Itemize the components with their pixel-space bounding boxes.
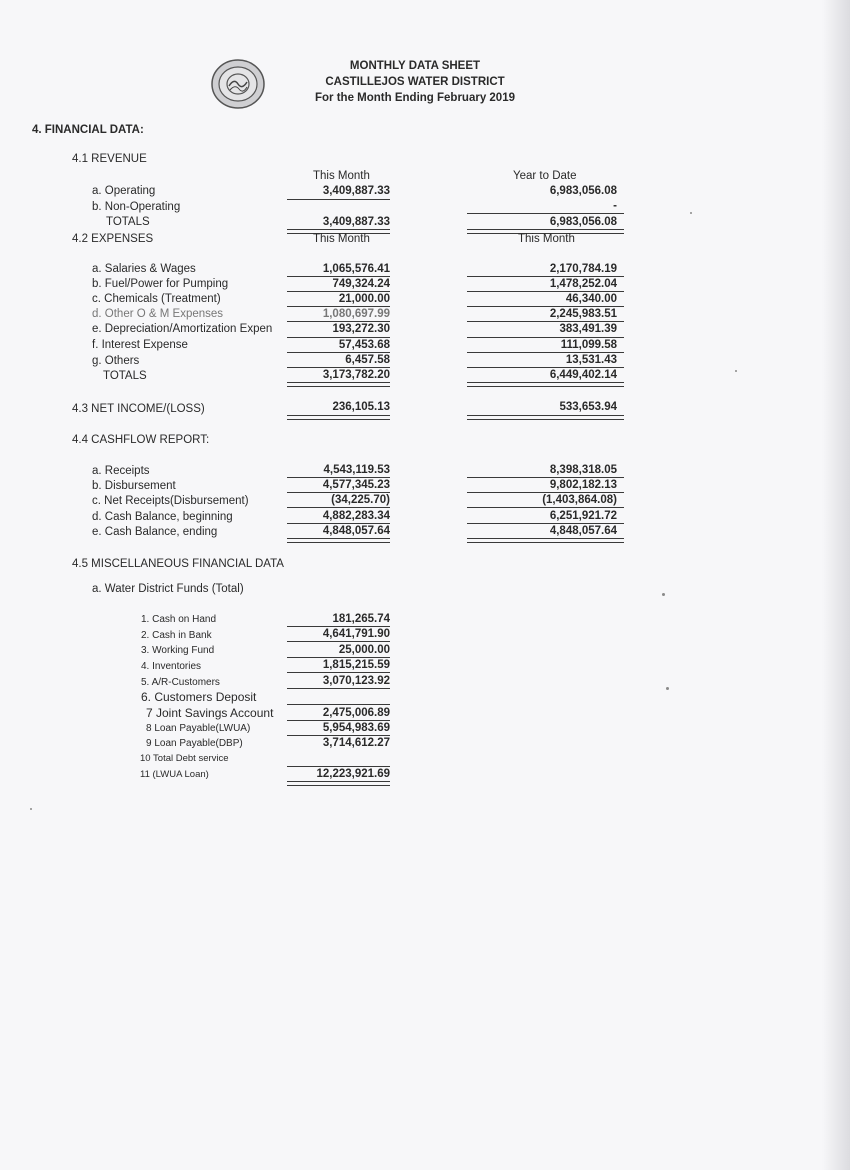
- rule: [467, 507, 624, 508]
- fund-row-value: 3,714,612.27: [322, 737, 390, 749]
- fund-row-label: 10 Total Debt service: [140, 753, 229, 764]
- expense-row-label: d. Other O & M Expenses: [92, 308, 224, 320]
- fund-row-label: 3. Working Fund: [141, 645, 215, 656]
- district-name: CASTILLEJOS WATER DISTRICT: [325, 76, 505, 88]
- fund-row-label: 7 Joint Savings Account: [146, 706, 274, 720]
- fund-row-label: 4. Inventories: [141, 661, 202, 672]
- revenue-totals-label: TOTALS: [106, 216, 150, 228]
- revenue-totals-month: 3,409,887.33: [322, 216, 390, 228]
- cashflow-row-label: c. Net Receipts(Disbursement): [92, 495, 249, 507]
- cashflow-row-month: 4,882,283.34: [322, 510, 390, 522]
- expense-row-ytd: 13,531.43: [565, 354, 617, 366]
- fund-row-value: 12,223,921.69: [316, 768, 390, 780]
- double-rule: [467, 538, 624, 543]
- fund-row-label: 5. A/R-Customers: [141, 677, 220, 688]
- fund-row-label: 6. Customers Deposit: [141, 690, 257, 704]
- revenue-row-month: 3,409,887.33: [322, 185, 390, 197]
- misc-subtitle: a. Water District Funds (Total): [92, 583, 244, 595]
- expenses-totals-month: 3,173,782.20: [322, 369, 390, 381]
- revenue-totals-ytd: 6,983,056.08: [549, 216, 617, 228]
- scan-speck: [30, 808, 32, 810]
- scan-speck: [735, 370, 737, 372]
- cashflow-row-label: a. Receipts: [92, 465, 150, 477]
- fund-row-value: 1,815,215.59: [322, 659, 390, 671]
- scan-speck: [662, 593, 665, 596]
- fund-row-label: 8 Loan Payable(LWUA): [146, 723, 251, 734]
- expense-row-month: 6,457.58: [345, 354, 390, 366]
- rule: [467, 213, 624, 214]
- cashflow-row-ytd: 9,802,182.13: [549, 479, 617, 491]
- cashflow-row-ytd: (1,403,864.08): [542, 494, 617, 506]
- expenses-totals-label: TOTALS: [103, 370, 147, 382]
- scan-speck: [690, 212, 692, 214]
- rule: [287, 199, 390, 200]
- scan-speck: [666, 687, 669, 690]
- rule: [287, 704, 390, 705]
- cashflow-row-month: 4,543,119.53: [323, 464, 390, 476]
- cashflow-row-month: 4,848,057.64: [322, 525, 390, 537]
- fund-row-value: 25,000.00: [338, 644, 390, 656]
- misc-title: 4.5 MISCELLANEOUS FINANCIAL DATA: [72, 558, 284, 570]
- double-rule: [287, 781, 390, 786]
- revenue-row-label: a. Operating: [92, 185, 156, 197]
- cashflow-title: 4.4 CASHFLOW REPORT:: [72, 434, 210, 446]
- revenue-row-ytd: -: [613, 200, 617, 212]
- expense-row-ytd: 2,245,983.51: [549, 308, 617, 320]
- cashflow-row-label: d. Cash Balance, beginning: [92, 511, 233, 523]
- expense-row-month: 193,272.30: [332, 323, 390, 335]
- fund-row-value: 3,070,123.92: [322, 675, 390, 687]
- fund-row-value: 2,475,006.89: [322, 707, 390, 719]
- expense-row-ytd: 2,170,784.19: [549, 263, 617, 275]
- expense-row-ytd: 46,340.00: [565, 293, 617, 305]
- expense-row-label: f. Interest Expense: [92, 339, 188, 351]
- double-rule: [467, 415, 624, 420]
- expense-row-ytd: 383,491.39: [559, 323, 617, 335]
- expense-row-label: g. Others: [92, 355, 140, 367]
- rule: [287, 672, 390, 673]
- fund-row-value: 181,265.74: [332, 613, 390, 625]
- net-income-month: 236,105.13: [332, 401, 390, 413]
- fund-row-label: 2. Cash in Bank: [141, 630, 212, 641]
- expense-row-ytd: 1,478,252.04: [549, 278, 617, 290]
- expense-row-label: a. Salaries & Wages: [92, 263, 196, 275]
- double-rule: [287, 538, 390, 543]
- expenses-totals-ytd: 6,449,402.14: [549, 369, 617, 381]
- double-rule: [467, 382, 624, 387]
- rule: [287, 688, 390, 689]
- expense-row-label: c. Chemicals (Treatment): [92, 293, 221, 305]
- cashflow-row-month: 4,577,345.23: [322, 479, 390, 491]
- fund-row-label: 11 (LWUA Loan): [140, 769, 209, 780]
- expenses-title: 4.2 EXPENSES: [72, 233, 154, 245]
- cashflow-row-label: b. Disbursement: [92, 480, 176, 492]
- revenue-title: 4.1 REVENUE: [72, 153, 147, 165]
- expense-row-month: 57,453.68: [338, 339, 390, 351]
- expenses-col-month: This Month: [313, 233, 370, 245]
- rule: [287, 507, 390, 508]
- expense-row-month: 1,065,576.41: [322, 263, 390, 275]
- expense-row-month: 1,080,697.99: [322, 308, 390, 320]
- cashflow-row-ytd: 4,848,057.64: [549, 525, 617, 537]
- fund-row-value: 5,954,983.69: [322, 722, 390, 734]
- cashflow-row-month: (34,225.70): [331, 494, 390, 506]
- fund-row-label: 1. Cash on Hand: [141, 614, 217, 625]
- cashflow-row-ytd: 8,398,318.05: [549, 464, 617, 476]
- scan-edge-shadow: [822, 0, 850, 1170]
- fund-row-value: 4,641,791.90: [322, 628, 390, 640]
- expense-row-label: b. Fuel/Power for Pumping: [92, 278, 229, 290]
- expense-row-ytd: 111,099.58: [560, 339, 617, 351]
- double-rule: [287, 415, 390, 420]
- revenue-row-label: b. Non-Operating: [92, 201, 181, 213]
- double-rule: [287, 382, 390, 387]
- revenue-row-ytd: 6,983,056.08: [549, 185, 617, 197]
- expense-row-month: 21,000.00: [338, 293, 390, 305]
- section-title: 4. FINANCIAL DATA:: [32, 124, 144, 136]
- sheet-title: MONTHLY DATA SHEET: [349, 60, 481, 72]
- revenue-col-month: This Month: [313, 170, 370, 182]
- revenue-col-ytd: Year to Date: [513, 170, 577, 182]
- cashflow-row-ytd: 6,251,921.72: [549, 510, 617, 522]
- rule: [287, 641, 390, 642]
- expense-row-month: 749,324.24: [332, 278, 390, 290]
- expense-row-label: e. Depreciation/Amortization Expen: [92, 323, 273, 335]
- expenses-col-ytd: This Month: [518, 233, 575, 245]
- fund-row-label: 9 Loan Payable(DBP): [146, 738, 243, 749]
- net-income-label: 4.3 NET INCOME/(LOSS): [72, 403, 205, 415]
- cashflow-row-label: e. Cash Balance, ending: [92, 526, 218, 538]
- report-period: For the Month Ending February 2019: [315, 92, 515, 104]
- net-income-ytd: 533,653.94: [559, 401, 617, 413]
